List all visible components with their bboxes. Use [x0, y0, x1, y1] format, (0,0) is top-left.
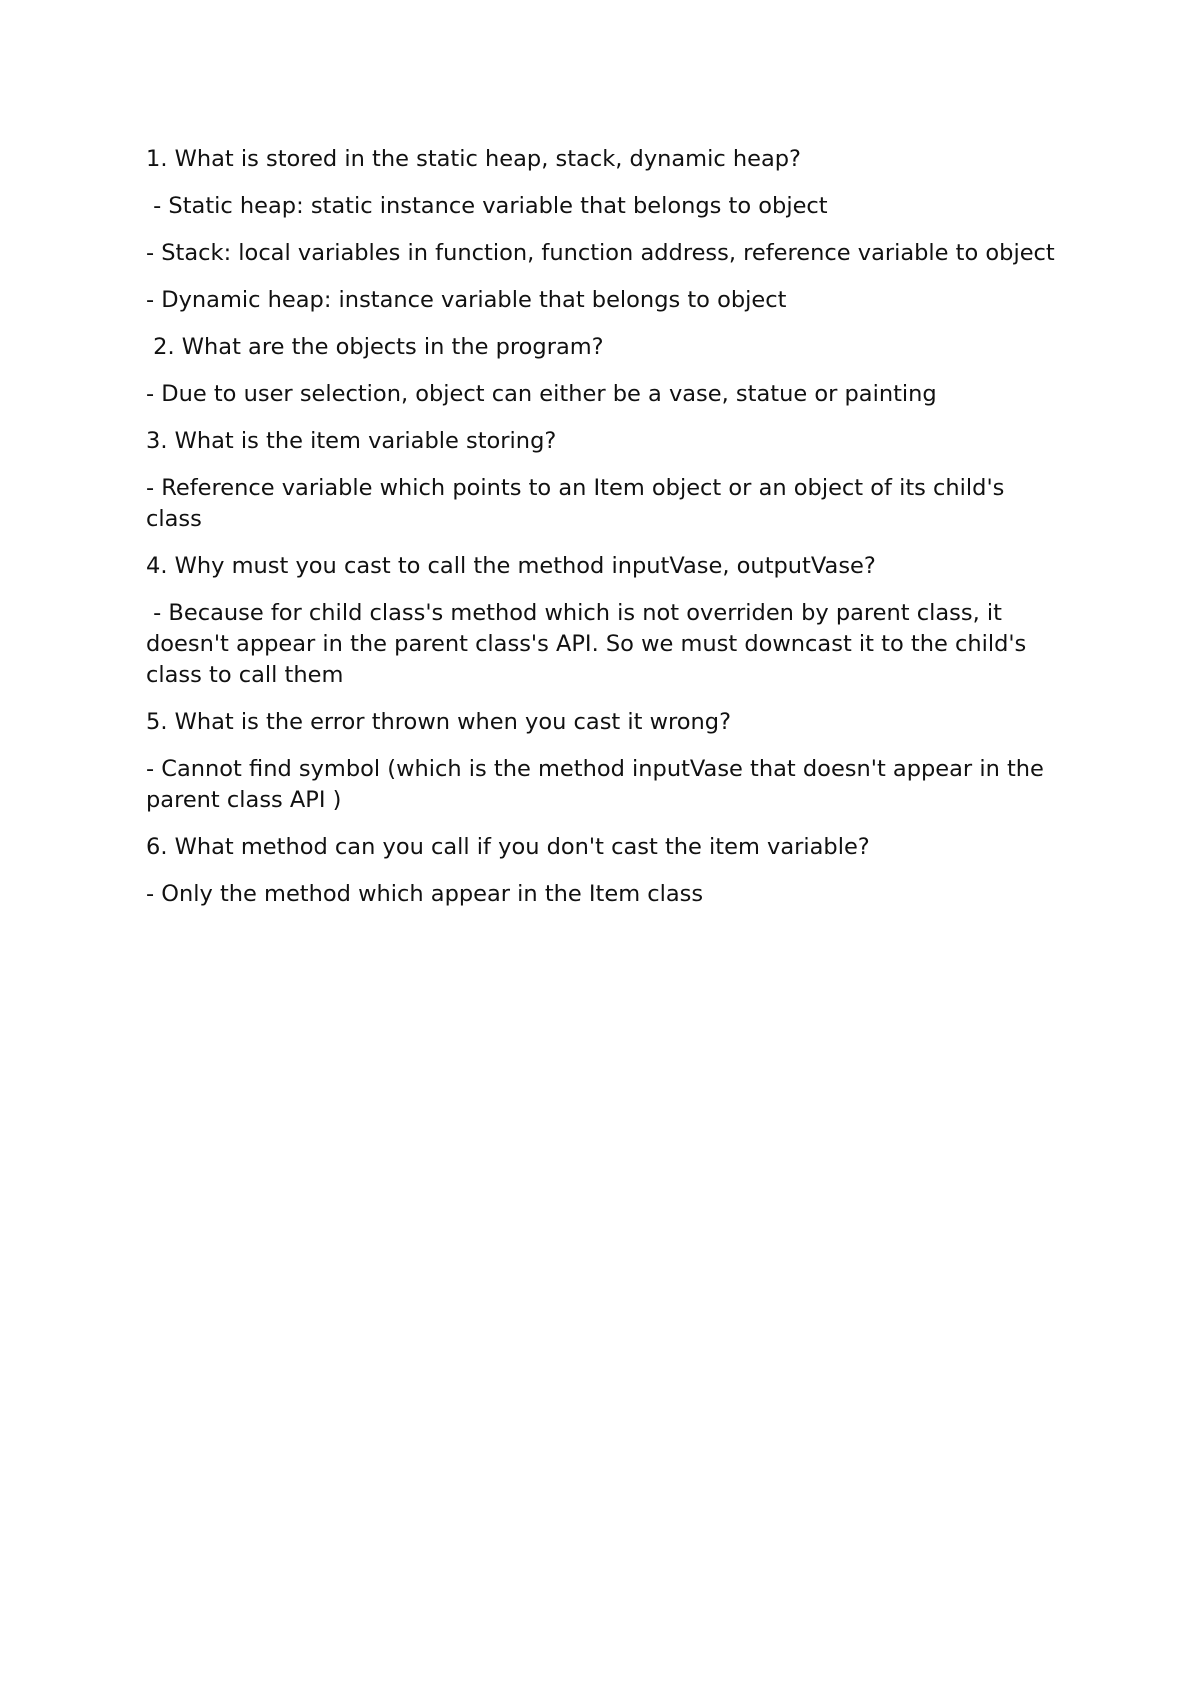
answer-6: - Only the method which appear in the Item class	[146, 881, 704, 907]
question-3: 3. What is the item variable storing?	[146, 428, 557, 454]
question-2: 2. What are the objects in the program?	[146, 334, 604, 360]
answer-3: - Reference variable which points to an Item object or an object of its child's class	[146, 475, 1012, 532]
question-4: 4. Why must you cast to call the method inputVase, outputVase?	[146, 553, 876, 579]
answer-1-dynamic-heap: - Dynamic heap: instance variable that belongs to object	[146, 287, 787, 313]
answer-4: - Because for child class's method which is not overriden by parent class, it doesn't appear in the parent class's API. So we must downcast it to the child's class to call them	[146, 600, 1034, 688]
question-6: 6. What method can you call if you don't cast the item variable?	[146, 834, 870, 860]
answer-1-static-heap: - Static heap: static instance variable that belongs to object	[146, 193, 828, 219]
question-1: 1. What is stored in the static heap, stack, dynamic heap?	[146, 146, 801, 172]
document-body	[146, 144, 1066, 926]
answer-1-stack: - Stack: local variables in function, function address, reference variable to object	[146, 240, 1055, 266]
answer-2: - Due to user selection, object can either be a vase, statue or painting	[146, 381, 937, 407]
answer-5: - Cannot find symbol (which is the method inputVase that doesn't appear in the parent class API )	[146, 756, 1052, 813]
question-5: 5. What is the error thrown when you cast it wrong?	[146, 709, 732, 735]
